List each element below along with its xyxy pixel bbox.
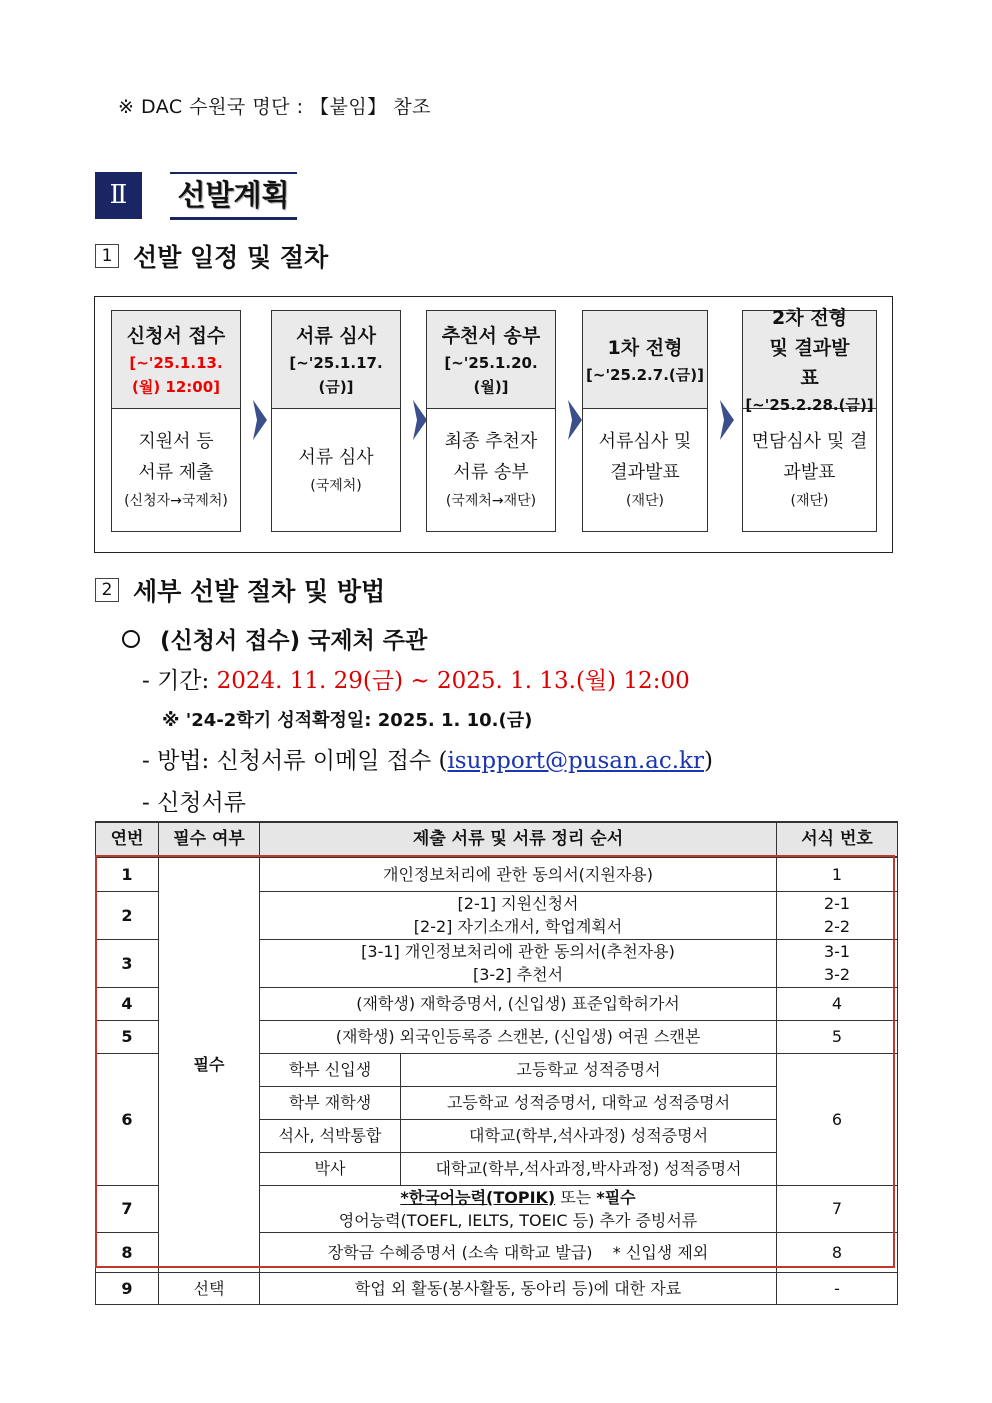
- row-number: 8: [96, 1232, 159, 1272]
- row-number: 2: [96, 891, 159, 939]
- required-cell: 필수: [159, 857, 260, 1272]
- section-number: Ⅱ: [95, 172, 142, 219]
- document-cell: 장학금 수혜증명서 (소속 대학교 발급) * 신입생 제외: [260, 1232, 777, 1272]
- form-number: 1: [777, 857, 898, 891]
- col-header-form: 서식 번호: [777, 822, 898, 857]
- subsection-number: 2: [95, 578, 119, 602]
- document-line: [260, 1186, 776, 1209]
- grade-confirm-note: ※ '24-2학기 성적확정일: 2025. 1. 10.(금): [162, 710, 533, 731]
- row-number: 9: [96, 1272, 159, 1304]
- dac-note: ※ DAC 수원국 명단 : 【붙임】 참조: [118, 96, 431, 118]
- document-line: [3-2] 추천서: [472, 965, 564, 984]
- row-number: 5: [96, 1020, 159, 1053]
- step-date: [~'25.1.17.(금)]: [289, 353, 383, 396]
- document-cell: [260, 891, 777, 939]
- flow-step-recommendation: [426, 310, 556, 532]
- method-close: ): [703, 748, 713, 774]
- transcript-category: 박사: [260, 1152, 401, 1185]
- chevron-right-icon: [720, 400, 734, 440]
- step-description: 지원서 등 서류 제출: [138, 431, 214, 483]
- row-number: 3: [96, 939, 159, 987]
- document-line: 영어능력(TOEFL, IELTS, TOEIC 등) 추가 증빙서류: [338, 1210, 698, 1230]
- section-title: 선발계획: [170, 172, 297, 220]
- flow-step-document-review: [271, 310, 401, 532]
- form-number: 5: [777, 1020, 898, 1053]
- step-description: 서류 심사: [298, 446, 374, 468]
- step-title: 추천서 송부: [441, 324, 541, 347]
- flow-step-first-round: [582, 310, 708, 532]
- transcript-category: 석사, 석박통합: [260, 1119, 401, 1152]
- col-header-number: 연번: [96, 822, 159, 857]
- flow-step-second-round: [742, 306, 877, 532]
- step-actor: (재단): [790, 493, 829, 509]
- or-text: 또는: [555, 1187, 597, 1207]
- row-number: 1: [96, 857, 159, 891]
- chevron-right-icon: [413, 400, 427, 440]
- document-line: [2-1] 지원신청서: [457, 894, 579, 913]
- transcript-category: 학부 재학생: [260, 1086, 401, 1119]
- selection-flow: [94, 296, 893, 553]
- step-description: 면담심사 및 결과발표: [751, 431, 868, 483]
- table-row: [96, 857, 898, 891]
- transcript-document: 대학교(학부,석사과정) 성적증명서: [401, 1119, 777, 1152]
- step-description: 서류심사 및 결과발표: [598, 431, 692, 483]
- subsection-title: 선발 일정 및 절차: [133, 243, 329, 272]
- document-cell: 개인정보처리에 관한 동의서(지원자용): [260, 857, 777, 891]
- step-title: 1차 전형: [607, 336, 683, 359]
- row-number: 4: [96, 987, 159, 1020]
- step-date: [~'25.2.28.(금)]: [745, 395, 874, 414]
- subsection-number: 1: [95, 244, 119, 268]
- form-number: [777, 891, 898, 939]
- circle-bullet-icon: [122, 630, 140, 648]
- period-value: 2024. 11. 29(금) ~ 2025. 1. 13.(월) 12:00: [216, 668, 690, 694]
- subsection-procedure-heading: [95, 572, 385, 608]
- step-date: [~'25.1.13.(월) 12:00]: [129, 353, 223, 396]
- document-cell: [260, 1185, 777, 1232]
- step-actor: (재단): [626, 493, 664, 509]
- period-label: - 기간:: [142, 668, 217, 694]
- step-actor: (신청자→국제처): [124, 493, 228, 509]
- application-bullet-text: (신청서 접수) 국제처 주관: [160, 628, 428, 654]
- document-cell: 학업 외 활동(봉사활동, 동아리 등)에 대한 자료: [260, 1272, 777, 1304]
- document-cell: [260, 939, 777, 987]
- document-cell: (재학생) 재학증명서, (신입생) 표준입학허가서: [260, 987, 777, 1020]
- transcript-document: 고등학교 성적증명서, 대학교 성적증명서: [401, 1086, 777, 1119]
- optional-cell: 선택: [159, 1272, 260, 1304]
- flow-step-application: [111, 310, 241, 532]
- form-number: 7: [777, 1185, 898, 1232]
- step-title: 신청서 접수: [126, 324, 226, 347]
- form-number: 6: [777, 1053, 898, 1185]
- row-number: 7: [96, 1185, 159, 1232]
- col-header-documents: 제출 서류 및 서류 정리 순서: [260, 822, 777, 857]
- chevron-right-icon: [568, 400, 582, 440]
- step-date: [~'25.2.7.(금)]: [586, 365, 704, 384]
- form-number: [777, 939, 898, 987]
- step-title: 2차 전형 및 결과발표: [769, 306, 850, 389]
- transcript-document: 고등학교 성적증명서: [401, 1053, 777, 1086]
- chevron-right-icon: [253, 400, 267, 440]
- step-description: 최종 추천자 서류 송부: [444, 431, 538, 483]
- form-number: 8: [777, 1232, 898, 1272]
- email-link[interactable]: isupport@pusan.ac.kr: [447, 748, 704, 774]
- form-line: 3-1: [823, 942, 851, 961]
- transcript-document: 대학교(학부,석사과정,박사과정) 성적증명서: [401, 1152, 777, 1185]
- step-actor: (국제처): [310, 477, 362, 494]
- transcript-category: 학부 신입생: [260, 1053, 401, 1086]
- form-number: 4: [777, 987, 898, 1020]
- form-line: 3-2: [823, 965, 851, 984]
- row-number: 6: [96, 1053, 159, 1185]
- step-title: 서류 심사: [295, 324, 377, 347]
- col-header-required: 필수 여부: [159, 822, 260, 857]
- form-line: 2-2: [823, 917, 851, 936]
- method-line: [142, 742, 713, 775]
- form-number: -: [777, 1272, 898, 1304]
- topik-text: *한국어능력(TOPIK): [400, 1187, 556, 1207]
- step-date: [~'25.1.20.(월)]: [444, 353, 538, 396]
- document-line: [3-1] 개인정보처리에 관한 동의서(추천자용): [361, 942, 675, 961]
- application-bullet: [122, 622, 427, 655]
- required-mark: *필수: [596, 1187, 636, 1207]
- documents-table: [95, 821, 898, 1305]
- documents-label: - 신청서류: [142, 790, 246, 816]
- step-actor: (국제처→재단): [445, 493, 537, 509]
- period-line: [142, 662, 690, 695]
- document-line: [2-2] 자기소개서, 학업계획서: [413, 917, 623, 936]
- form-line: 2-1: [823, 894, 851, 913]
- subsection-schedule-heading: [95, 238, 328, 274]
- document-cell: (재학생) 외국인등록증 스캔본, (신입생) 여권 스캔본: [260, 1020, 777, 1053]
- subsection-title: 세부 선발 절차 및 방법: [133, 577, 386, 606]
- table-row: [96, 1272, 898, 1304]
- method-label: - 방법: 신청서류 이메일 접수 (: [142, 748, 448, 774]
